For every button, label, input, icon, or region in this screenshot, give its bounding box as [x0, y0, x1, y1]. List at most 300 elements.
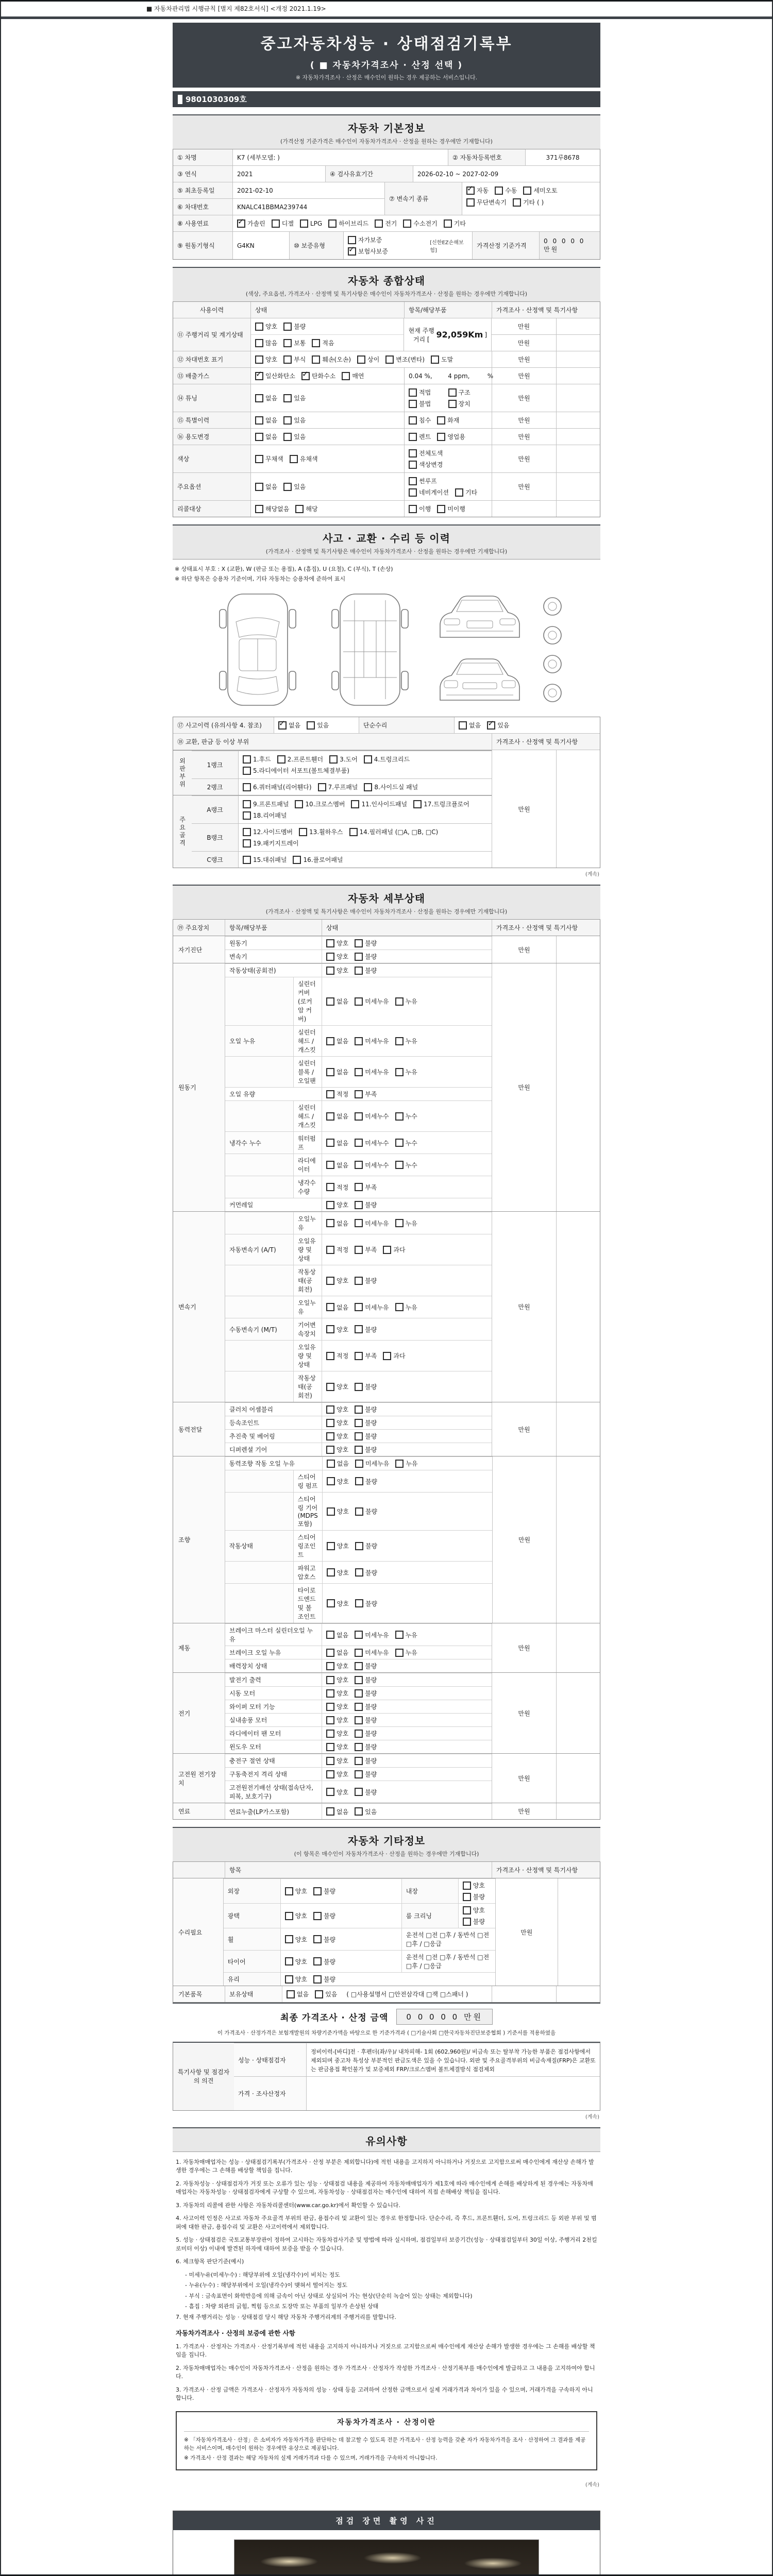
checkbox[interactable]: [243, 811, 251, 820]
checkbox-option: 불량: [355, 1716, 377, 1724]
checkbox[interactable]: [355, 1477, 363, 1485]
checkbox[interactable]: [355, 1716, 363, 1724]
device-group: 조향 동력조향 작동 오일 누유 없음 미세누유 누유 스티어링 펌프 양호 불량 스티어링 기어(MDPS포함) 양호 불량 작동상태 스티어링조인트 양호 불량 파워고압호스 양호 불량 타이로드엔드 및 볼 조인트 양호 불량 만원: [173, 1456, 600, 1623]
checkbox[interactable]: [326, 1730, 334, 1738]
checkbox[interactable]: [237, 219, 245, 228]
table-row: 작동상태(공회전) 양호 불량: [225, 1371, 492, 1402]
item-cell: 0.04 %, 4 ppm, %: [404, 368, 492, 384]
checkbox[interactable]: [395, 1037, 404, 1045]
checkbox[interactable]: [255, 416, 263, 425]
checkbox[interactable]: [255, 505, 263, 513]
checkbox[interactable]: [326, 1183, 334, 1191]
checkbox[interactable]: [357, 355, 365, 364]
checkbox[interactable]: [463, 1906, 471, 1914]
checkbox-option: 양호: [463, 1881, 485, 1890]
state-options: [458, 1879, 495, 1903]
checkbox[interactable]: [409, 461, 417, 469]
device-group: 전기 발전기 출력 양호 불량 시동 모터 양호 불량 와이퍼 모터 기능 양호 불량 실내송풍 모터 양호 불량 라디에이터 팬 모터 양호 불량 윈도우 모터 양호 불량 만원: [173, 1672, 600, 1753]
checkbox[interactable]: [283, 339, 292, 347]
table-header-row: ⑲ 주요장치 항목/해당부품 상태 가격조사 · 산정액 및 특기사항: [173, 920, 600, 936]
table-row: 고전원전기배선 상태(접속단자, 피복, 보호기구) 양호 불량: [225, 1781, 492, 1803]
checkbox-option: 양호: [255, 322, 277, 331]
checkbox[interactable]: [355, 1405, 363, 1414]
checkbox-option: 썬루프: [409, 477, 437, 485]
checkbox[interactable]: [326, 967, 334, 975]
checkbox[interactable]: [355, 1303, 363, 1311]
checkbox[interactable]: [255, 433, 263, 441]
checkbox-option: 매연: [342, 371, 364, 380]
checkbox[interactable]: [342, 372, 350, 380]
checkbox-option: 2.프론트휀더: [277, 755, 323, 764]
checkbox-option: 세미오토: [523, 186, 557, 195]
checkbox-option: 양호: [327, 1568, 349, 1577]
checkbox[interactable]: [326, 1246, 334, 1254]
checkbox[interactable]: [355, 1703, 363, 1711]
checkbox[interactable]: [243, 755, 251, 764]
state-options: [250, 429, 404, 445]
checkbox[interactable]: [315, 1990, 323, 1998]
checkbox[interactable]: [403, 219, 411, 228]
table-row: 클러치 어셈블리 양호 불량: [225, 1402, 492, 1416]
checkbox[interactable]: [355, 953, 363, 961]
checkbox[interactable]: [395, 1631, 404, 1639]
checkbox[interactable]: [355, 1201, 363, 1209]
checkbox[interactable]: [409, 488, 417, 497]
checkbox[interactable]: [326, 1689, 334, 1698]
checkbox[interactable]: [326, 939, 334, 947]
checkbox[interactable]: [355, 1432, 363, 1440]
checkbox-option: 누유: [395, 1648, 417, 1657]
section-accident-history: 사고 · 교환 · 수리 등 이력 (가격조사 · 산정액 및 특기사항은 매수인이 자동차가격조사 · 산정을 원하는 경우에만 기재합니다): [173, 524, 600, 560]
checkbox-option: 없음: [327, 1459, 349, 1468]
checkbox[interactable]: [272, 219, 280, 228]
checkbox[interactable]: [327, 1477, 335, 1485]
state-options: [322, 1727, 492, 1740]
checkbox[interactable]: [355, 1219, 363, 1227]
checkbox[interactable]: [329, 755, 338, 764]
checkbox[interactable]: [355, 1112, 363, 1121]
checkbox[interactable]: [285, 1887, 293, 1895]
title-band: [173, 23, 600, 88]
state-options: [322, 964, 492, 977]
notice-item: 4. 사고이력 인정은 사고로 자동차 주요골격 부위의 판금, 용접수리 및 교환이 있는 경우로 한정합니다. 단순수리, 즉 후드, 프론트휀더, 도어, 트렁크리드 등 외판 부위 및 범퍼에 대한 판금, 용접수리 및 교환은 사고이력에서 제외합니다.: [176, 2215, 597, 2230]
checkbox-option: 보통: [283, 338, 306, 347]
checkbox[interactable]: [326, 1161, 334, 1169]
checkbox[interactable]: [355, 1446, 363, 1454]
checkbox-option: 양호: [463, 1906, 485, 1914]
checkbox[interactable]: [326, 1112, 334, 1121]
checkbox[interactable]: [355, 1090, 363, 1098]
checkbox-option: 부족: [355, 1245, 377, 1254]
checkbox[interactable]: [255, 394, 263, 402]
checkbox-option: 없음: [326, 1648, 348, 1657]
checkbox[interactable]: [293, 856, 301, 864]
table-row: 작동상태(공회전) 양호 불량: [225, 1265, 492, 1296]
checkbox[interactable]: [463, 1918, 471, 1926]
checkbox[interactable]: [355, 1770, 363, 1778]
checkbox[interactable]: [383, 1246, 391, 1254]
checkbox[interactable]: [307, 721, 315, 730]
checkbox[interactable]: [487, 721, 495, 730]
checkbox[interactable]: [326, 1219, 334, 1227]
notice-item: - 부식 : 금속표면이 화학반응에 의해 금속이 아닌 상태로 상실되어 가는 현상(단순히 녹슬어 있는 상태는 제외합니다): [185, 2292, 473, 2299]
device-group: 자기진단 원동기 양호 불량 변속기 양호 불량 만원: [173, 936, 600, 963]
table-row: 색상 무채색 유채색 전체도색 색상변경 만원: [173, 445, 600, 472]
checkbox[interactable]: [299, 828, 307, 836]
checkbox[interactable]: [326, 1303, 334, 1311]
car-top-view-diagram: [206, 590, 309, 709]
checkbox-option: 없음: [255, 482, 277, 491]
checkbox-option: 미세누수: [355, 1161, 389, 1170]
checkbox[interactable]: [355, 1246, 363, 1254]
checkbox[interactable]: [312, 339, 320, 347]
year-value: 2021: [232, 166, 325, 182]
table-row: ⑭ 튜닝 없음 있음 적법 불법 구조 장치 만원: [173, 384, 600, 412]
checkbox[interactable]: [277, 755, 285, 764]
state-options: [322, 1768, 492, 1781]
checkbox[interactable]: [285, 1957, 293, 1965]
checkbox-option: 누유: [395, 1631, 417, 1639]
checkbox[interactable]: [326, 1703, 334, 1711]
basic-items-group: 기본품목 보유상태 없음 있음 ( □사용설명서 □안전삼각대 □잭 □스패너 ): [173, 1986, 600, 2002]
checkbox[interactable]: [351, 800, 359, 808]
checkbox[interactable]: [448, 400, 457, 408]
checkbox[interactable]: [349, 828, 358, 836]
checkbox[interactable]: [327, 1507, 335, 1516]
state-options: [322, 1318, 492, 1340]
checkbox[interactable]: [295, 505, 304, 513]
checkbox[interactable]: [328, 219, 337, 228]
checkbox-option: 부식: [283, 355, 306, 364]
checkbox[interactable]: [326, 1807, 334, 1816]
checkbox[interactable]: [355, 1460, 363, 1468]
checkbox[interactable]: [355, 1352, 363, 1360]
checkbox[interactable]: [355, 1507, 363, 1516]
checkbox[interactable]: [437, 433, 445, 441]
checkbox[interactable]: [348, 236, 356, 244]
checkbox[interactable]: [355, 967, 363, 975]
checkbox[interactable]: [355, 1757, 363, 1765]
checkbox[interactable]: [355, 1277, 363, 1285]
checkbox[interactable]: [375, 219, 383, 228]
checkbox[interactable]: [243, 767, 251, 775]
checkbox[interactable]: [318, 783, 326, 791]
engine-type-value: G4KN: [232, 232, 289, 259]
checkbox[interactable]: [255, 483, 263, 491]
checkbox[interactable]: [355, 1183, 363, 1191]
checkbox[interactable]: [364, 783, 372, 791]
checkbox[interactable]: [312, 355, 320, 364]
checkbox[interactable]: [395, 1303, 404, 1311]
table-row: 오일유량 및 상태 적정 부족 과다: [225, 1340, 492, 1371]
checkbox[interactable]: [395, 1068, 404, 1076]
checkbox-option: 누수: [395, 1139, 417, 1147]
checkbox[interactable]: [313, 1935, 322, 1943]
notice-item: 5. 성능 · 상태점검은 국토교통부장관이 정하여 고시하는 자동차검사기준 및 방법에 따라 실시하며, 점검일부터 보증기간(성능 · 상태점검일부터 30일 이상, 주행거리 2천킬로미터 이상) 이내에 발견된 하자에 대하여 보증을 받을 수 있습니다.: [176, 2236, 597, 2252]
checkbox[interactable]: [287, 1990, 295, 1998]
checkbox[interactable]: [409, 416, 417, 425]
checkbox[interactable]: [437, 416, 445, 425]
warranty-options: [343, 232, 472, 259]
checkbox[interactable]: [313, 1975, 322, 1984]
table-row: 라디에이터 팬 모터 양호 불량: [225, 1726, 492, 1740]
checkbox[interactable]: [326, 953, 334, 961]
checkbox[interactable]: [283, 394, 292, 402]
state-options: [322, 1687, 492, 1700]
checkbox[interactable]: [326, 1788, 334, 1796]
checkbox[interactable]: [513, 198, 521, 207]
checkbox[interactable]: [326, 1743, 334, 1751]
checkbox-option: 있음: [355, 1807, 377, 1816]
checkbox[interactable]: [355, 1383, 363, 1391]
state-options: [322, 1154, 492, 1176]
checkbox[interactable]: [243, 856, 251, 864]
checkbox[interactable]: [455, 488, 463, 497]
checkbox[interactable]: [395, 1161, 404, 1169]
checkbox-option: 양호: [326, 1788, 348, 1797]
rank-row: A랭크 9.프론트패널 10.크로스멤버 11.인사이드패널 17.트렁크플로어 18.리어패널: [192, 795, 492, 823]
state-options: [280, 1951, 401, 1972]
checkbox[interactable]: [283, 416, 292, 425]
checkbox[interactable]: [326, 1352, 334, 1360]
checkbox[interactable]: [495, 187, 503, 195]
checkbox[interactable]: [409, 449, 417, 457]
checkbox[interactable]: [395, 1139, 404, 1147]
checkbox-option: 부족: [355, 1090, 377, 1098]
checkbox[interactable]: [327, 1599, 335, 1607]
final-price-value: 0 0 0 0 0 만원: [396, 2009, 493, 2025]
checkbox[interactable]: [395, 997, 404, 1006]
state-options: [322, 1403, 492, 1416]
warranty-insurer: [신한EZ손해보험]: [430, 240, 464, 253]
checkbox[interactable]: [326, 1325, 334, 1333]
opinion-row: 가격 · 조사산정자: [234, 2076, 600, 2110]
checkbox[interactable]: [355, 1139, 363, 1147]
checkbox-option: 화재: [437, 416, 459, 425]
car-damage-diagram: [173, 587, 600, 717]
checkbox[interactable]: [301, 372, 310, 380]
checkbox[interactable]: [326, 1383, 334, 1391]
checkbox[interactable]: [327, 1568, 335, 1577]
checkbox-option: 상이: [357, 355, 379, 364]
checkbox[interactable]: [431, 355, 439, 364]
checkbox[interactable]: [326, 1090, 334, 1098]
checkbox-option: 미세누유: [355, 1219, 389, 1228]
checkbox[interactable]: [327, 1542, 335, 1550]
table-row: 휠 양호 불량 운전석 □전 □후 / 동반석 □전 □후 / □응급: [224, 1928, 495, 1950]
checkbox[interactable]: [255, 372, 263, 380]
car-front-view-diagram: [431, 590, 529, 646]
checkbox[interactable]: [355, 1161, 363, 1169]
table-row: ③ 연식 2021 ④ 검사유효기간 2026-02-10 ~ 2027-02-09: [173, 165, 600, 182]
checkbox-option: 누유: [395, 997, 417, 1006]
checkbox[interactable]: [413, 800, 422, 808]
checkbox[interactable]: [463, 1882, 471, 1890]
checkbox[interactable]: [385, 355, 394, 364]
checkbox[interactable]: [326, 1419, 334, 1427]
checkbox[interactable]: [326, 1037, 334, 1045]
checkbox-option: 양호: [327, 1599, 349, 1608]
checkbox[interactable]: [326, 1770, 334, 1778]
checkbox[interactable]: [326, 1068, 334, 1076]
checkbox[interactable]: [326, 1676, 334, 1684]
checkbox[interactable]: [437, 505, 445, 513]
checkbox[interactable]: [355, 939, 363, 947]
checkbox[interactable]: [395, 1460, 404, 1468]
checkbox[interactable]: [355, 1807, 363, 1816]
state-options: [322, 1673, 492, 1686]
checkbox-option: 불량: [463, 1917, 485, 1926]
checkbox[interactable]: [326, 997, 334, 1006]
checkbox-option: 불법: [409, 399, 431, 408]
checkbox-option: 11.인사이드패널: [351, 800, 407, 808]
reg-no-value: 371루8678: [525, 149, 600, 165]
checkbox[interactable]: [285, 1975, 293, 1984]
checkbox[interactable]: [326, 1139, 334, 1147]
checkbox[interactable]: [355, 997, 363, 1006]
checkbox[interactable]: [355, 1730, 363, 1738]
checkbox[interactable]: [444, 219, 452, 228]
checkbox[interactable]: [409, 400, 417, 408]
state-options: [250, 445, 404, 472]
checkbox[interactable]: [364, 755, 372, 764]
table-row: 주요옵션 없음 있음 썬루프 네비게이션 기타 만원: [173, 472, 600, 500]
checkbox[interactable]: [523, 187, 531, 195]
checkbox[interactable]: [466, 198, 475, 207]
checkbox[interactable]: [283, 483, 292, 491]
checkbox[interactable]: [285, 1912, 293, 1920]
table-row: 등속조인트 양호 불량: [225, 1416, 492, 1429]
state-options: [250, 501, 404, 517]
table-row: 원동기 양호 불량: [225, 936, 492, 950]
state-options: [322, 1088, 492, 1100]
checkbox[interactable]: [243, 839, 251, 848]
checkbox-option: 미세누유: [355, 997, 389, 1006]
checkbox[interactable]: [327, 1460, 335, 1468]
table-row: 동력조향 작동 오일 누유 없음 미세누유 누유: [225, 1456, 492, 1470]
checkbox-option: 불량: [355, 1200, 377, 1209]
checkbox[interactable]: [355, 1676, 363, 1684]
table-row: 작동상태(공회전) 양호 불량: [225, 963, 492, 977]
checkbox[interactable]: [326, 1716, 334, 1724]
checkbox[interactable]: [355, 1689, 363, 1698]
checkbox[interactable]: [355, 1419, 363, 1427]
checkbox[interactable]: [283, 355, 292, 364]
checkbox-option: 불량: [355, 1662, 377, 1670]
checkbox[interactable]: [313, 1887, 322, 1895]
checkbox-option: 누유: [395, 1459, 417, 1468]
checkbox[interactable]: [243, 783, 251, 791]
inspection-photos-section: [173, 2511, 600, 2576]
checkbox[interactable]: [355, 1068, 363, 1076]
checkbox[interactable]: [355, 1325, 363, 1333]
checkbox[interactable]: [255, 323, 263, 331]
checkbox[interactable]: [409, 505, 417, 513]
checkbox[interactable]: [409, 433, 417, 441]
item-cell: [404, 384, 492, 412]
checkbox[interactable]: [255, 339, 263, 347]
checkbox-option: 없음: [326, 1037, 348, 1045]
checkbox[interactable]: [409, 477, 417, 485]
checkbox[interactable]: [313, 1912, 322, 1920]
checkbox[interactable]: [355, 1542, 363, 1550]
checkbox[interactable]: [326, 1446, 334, 1454]
checkbox-option: 양호: [326, 1689, 348, 1698]
checkbox-option: 수소전기: [403, 219, 437, 228]
device-group: 원동기 작동상태(공회전) 양호 불량 실린더 커버(로커암 커버) 없음 미세누유 누유 오일 누유 실린더 헤드 / 개스킷 없음 미세누유 누유 실린더 블록 / 오일팬 없음 미세누유 누유 오일 유량 적정 부족 실린더 헤드 / 개스킷 없음 미세누수 누수 냉각수 누수 워터펌프 없음 미세누수 누수 라디에이터 없음 미세누수 누수 냉각수 수량 적정 부족 커먼레일 양호 불량 만원: [173, 963, 600, 1211]
final-price-label: 최종 가격조사 · 산정 금액: [280, 2013, 389, 2024]
checkbox[interactable]: [255, 455, 263, 463]
holding-options: 없음 있음 ( □사용설명서 □안전삼각대 □잭 □스패너 ): [282, 1986, 492, 2002]
checkbox[interactable]: [283, 433, 292, 441]
checkbox[interactable]: [466, 187, 475, 195]
checkbox[interactable]: [448, 388, 457, 397]
checkbox[interactable]: [326, 1432, 334, 1440]
checkbox[interactable]: [278, 721, 287, 730]
checkbox[interactable]: [355, 1568, 363, 1577]
table-header-row: 항목 가격조사 · 산정액 및 특기사항: [173, 1862, 600, 1878]
checkbox[interactable]: [463, 1893, 471, 1901]
checkbox[interactable]: [355, 1599, 363, 1607]
checkbox[interactable]: [326, 1405, 334, 1414]
checkbox[interactable]: [283, 323, 292, 331]
checkbox[interactable]: [326, 1662, 334, 1670]
checkbox-option: 있음: [283, 432, 306, 441]
checkbox[interactable]: [285, 1935, 293, 1943]
checkbox[interactable]: [326, 1757, 334, 1765]
checkbox[interactable]: [395, 1112, 404, 1121]
checkbox[interactable]: [313, 1957, 322, 1965]
table-row: 디퍼렌셜 기어 양호 불량: [225, 1443, 492, 1456]
checkbox-option: 없음: [326, 1067, 348, 1076]
checkbox[interactable]: [409, 388, 417, 397]
checkbox[interactable]: [459, 721, 467, 730]
checkbox[interactable]: [355, 1788, 363, 1796]
checkbox[interactable]: [383, 1352, 391, 1360]
checkbox[interactable]: [355, 1662, 363, 1670]
checkbox[interactable]: [243, 800, 251, 808]
checkbox[interactable]: [355, 1649, 363, 1657]
checkbox[interactable]: [355, 1631, 363, 1639]
checkbox[interactable]: [255, 355, 263, 364]
checkbox[interactable]: [326, 1277, 334, 1285]
checkbox[interactable]: [300, 219, 308, 228]
checkbox[interactable]: [348, 247, 356, 256]
checkbox[interactable]: [290, 455, 298, 463]
checkbox[interactable]: [243, 828, 251, 836]
checkbox[interactable]: [355, 1037, 363, 1045]
checkbox-option: 무채색: [255, 454, 283, 463]
checkbox-option: 16.플로어패널: [293, 855, 343, 864]
state-options: [322, 1493, 492, 1530]
checkbox[interactable]: [326, 1201, 334, 1209]
table-row: 오일누유 없음 미세누유 누유: [225, 1212, 492, 1234]
accident-options: [274, 717, 359, 733]
checkbox-option: 양호: [327, 1507, 349, 1516]
table-row: 배력장치 상태 양호 불량: [225, 1659, 492, 1672]
final-price-note: 이 가격조사 · 산정가격은 보험개발원의 차량기준가액을 바탕으로 한 기준가격과 ( □기술사회 □한국자동차진단보증협회 ) 기준서를 적용하였음: [217, 2030, 556, 2037]
checkbox[interactable]: [295, 800, 303, 808]
checkbox[interactable]: [355, 1743, 363, 1751]
rank-row: 2랭크 6.쿼터패널(리어휀다) 7.루프패널 8.사이드실 패널: [192, 778, 492, 795]
checkbox[interactable]: [395, 1649, 404, 1657]
checkbox-option: 7.루프패널: [318, 783, 358, 791]
state-options: [322, 1416, 492, 1429]
checkbox[interactable]: [326, 1649, 334, 1657]
checkbox[interactable]: [326, 1631, 334, 1639]
state-options: [322, 1457, 492, 1470]
checkbox[interactable]: [395, 1219, 404, 1227]
